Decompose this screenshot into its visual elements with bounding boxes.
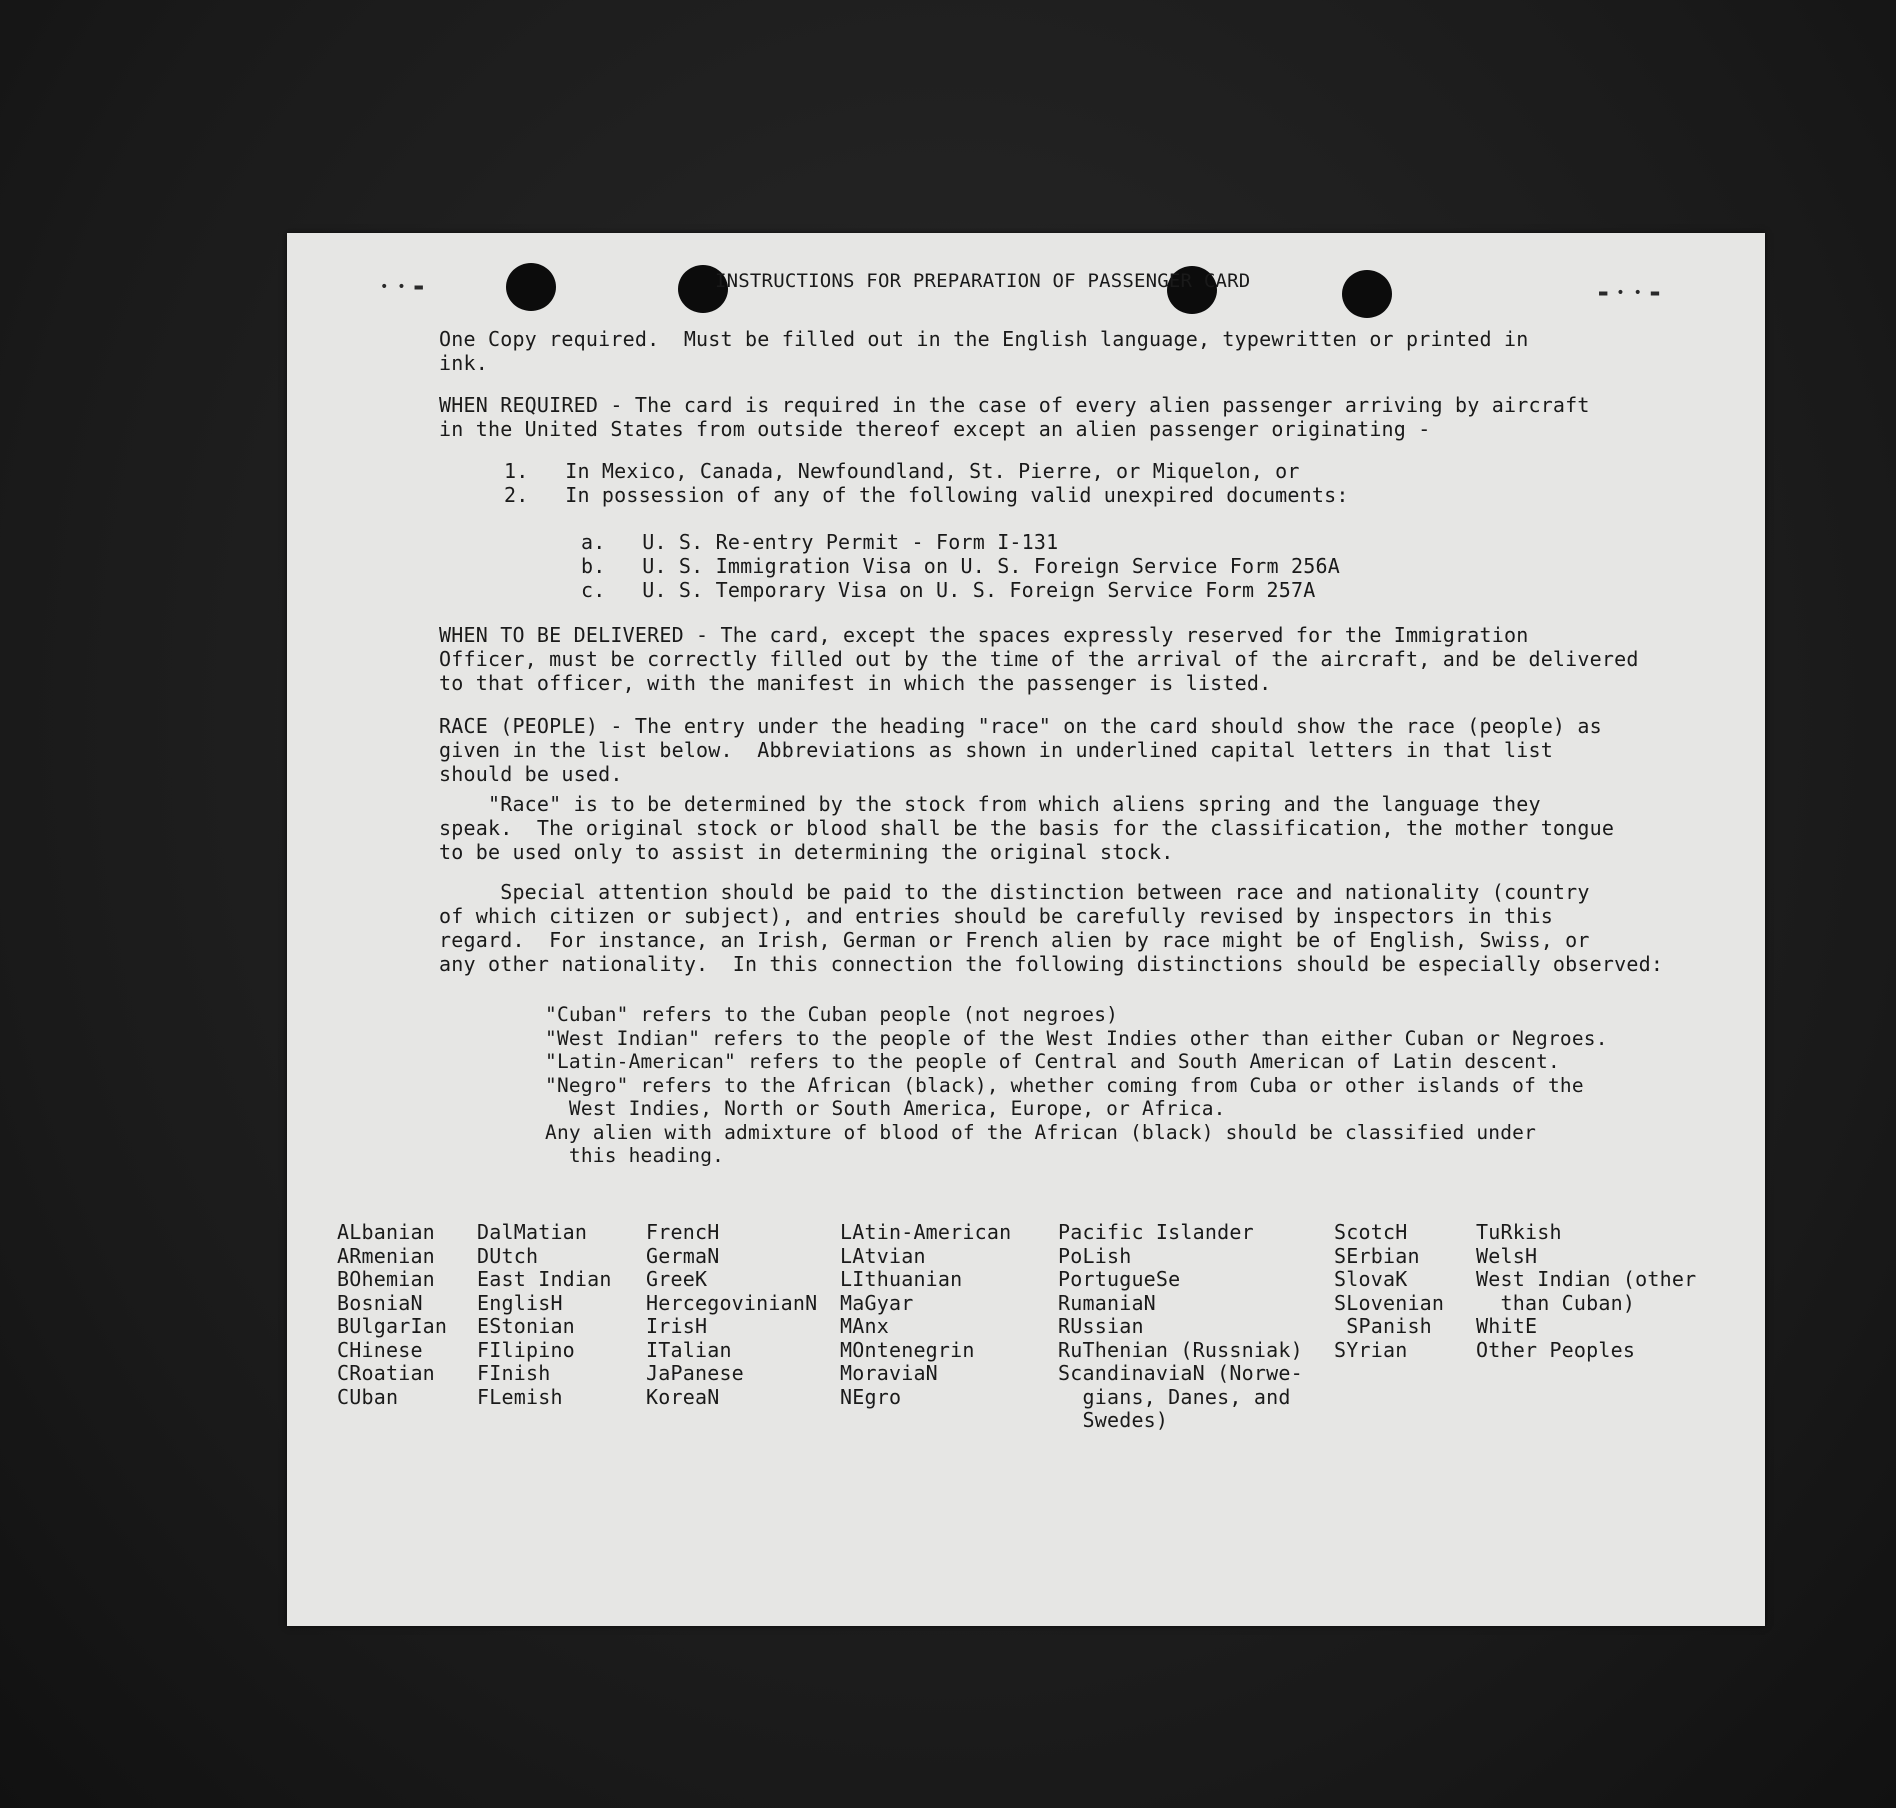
race-list-item: SlovaK bbox=[1334, 1267, 1408, 1291]
race-list-item: JaPanese bbox=[646, 1361, 744, 1385]
race-list-item: MoraviaN bbox=[840, 1361, 938, 1385]
when-required-item-1: 1. In Mexico, Canada, Newfoundland, St. Pierre, or Miquelon, or bbox=[504, 459, 1300, 483]
race-list-column-2 bbox=[477, 1221, 612, 1409]
race-list-column-3 bbox=[646, 1221, 817, 1409]
race-list-item: ALbanian bbox=[337, 1220, 435, 1244]
race-list-column-4 bbox=[840, 1221, 1011, 1409]
race-list-item: than Cuban) bbox=[1476, 1290, 1636, 1315]
race-list-item: GreeK bbox=[646, 1267, 708, 1291]
when-required-paragraph: WHEN REQUIRED - The card is required in the case of every alien passenger arriving by aircraft in the United States from outside thereof except an alien passenger originating - bbox=[439, 393, 1590, 441]
document-item-b: b. U. S. Immigration Visa on U. S. Foreign Service Form 256A bbox=[581, 554, 1340, 578]
race-list-item: PortugueSe bbox=[1058, 1267, 1181, 1291]
race-list-item: EnglisH bbox=[477, 1290, 563, 1315]
race-list-item: East Indian bbox=[477, 1267, 612, 1291]
when-delivered-paragraph: WHEN TO BE DELIVERED - The card, except the spaces expressly reserved for the Immigration Officer, must be correctly filled out by the time of the arrival of the aircraft, and be delivered to that officer, with the manifest in which the passenger is listed. bbox=[439, 623, 1639, 695]
race-list-item: BUlgarIan bbox=[337, 1314, 448, 1338]
race-list-item: WhitE bbox=[1476, 1314, 1538, 1338]
race-paragraph-1: RACE (PEOPLE) - The entry under the heading "race" on the card should show the race (people) as given in the list below. Abbreviations as shown in underlined capital letters in that list should be used. bbox=[439, 714, 1602, 786]
race-list-item: RumaniaN bbox=[1058, 1290, 1156, 1315]
race-list-item: LAtvian bbox=[840, 1243, 926, 1268]
race-list-column-1 bbox=[337, 1221, 447, 1409]
race-list-item: FrencH bbox=[646, 1220, 720, 1244]
race-list-item: SErbian bbox=[1334, 1243, 1420, 1268]
race-list-item: IrisH bbox=[646, 1314, 708, 1338]
race-list-item: ScandinaviaN (Norwe- bbox=[1058, 1361, 1303, 1385]
race-list-item: NEgro bbox=[840, 1384, 902, 1409]
race-list-item: ARmenian bbox=[337, 1243, 435, 1268]
race-list-item: EStonian bbox=[477, 1314, 575, 1338]
race-list-item: West Indian (other bbox=[1476, 1267, 1697, 1291]
page-title: INSTRUCTIONS FOR PREPARATION OF PASSENGER CARD bbox=[715, 270, 1251, 292]
race-list-item: MAnx bbox=[840, 1314, 889, 1338]
document-item-a: a. U. S. Re-entry Permit - Form I-131 bbox=[581, 530, 1059, 554]
race-list-item: SLovenian bbox=[1334, 1290, 1445, 1315]
race-paragraph-2: "Race" is to be determined by the stock from which aliens spring and the language they speak. The original stock or blood shall be the basis for the classification, the mother tongue to be used only to assist in determining the original stock. bbox=[439, 792, 1615, 864]
scan-specks-left: • • ▬ bbox=[380, 279, 424, 295]
scan-specks-right: ▬ • • ▬ bbox=[1599, 285, 1660, 301]
race-list-item: ScotcH bbox=[1334, 1220, 1408, 1244]
race-list-item: FInish bbox=[477, 1361, 551, 1385]
race-list-item: BosniaN bbox=[337, 1290, 423, 1315]
race-list-item: DUtch bbox=[477, 1243, 539, 1268]
document-page bbox=[287, 233, 1765, 1626]
race-list-item: Other Peoples bbox=[1476, 1337, 1636, 1362]
race-list-item: LIthuanian bbox=[840, 1267, 963, 1291]
race-list-item: RuThenian (Russniak) bbox=[1058, 1337, 1303, 1362]
race-list-item: CUban bbox=[337, 1384, 399, 1409]
punch-hole-1 bbox=[506, 263, 556, 311]
punch-hole-4 bbox=[1342, 270, 1392, 318]
race-list-item: SYrian bbox=[1334, 1337, 1408, 1362]
race-list-item: FIlipino bbox=[477, 1337, 575, 1362]
race-list-item: gians, Danes, and bbox=[1058, 1384, 1291, 1409]
race-list-item: KoreaN bbox=[646, 1384, 720, 1409]
document-item-c: c. U. S. Temporary Visa on U. S. Foreign Service Form 257A bbox=[581, 578, 1316, 602]
race-list-item: DalMatian bbox=[477, 1220, 588, 1244]
race-list-item: BOhemian bbox=[337, 1267, 435, 1291]
race-list-item: MOntenegrin bbox=[840, 1337, 975, 1362]
race-list-item: WelsH bbox=[1476, 1243, 1538, 1268]
race-list-column-7 bbox=[1476, 1221, 1696, 1362]
race-list-item: Swedes) bbox=[1058, 1408, 1169, 1432]
race-paragraph-3: Special attention should be paid to the distinction between race and nationality (country of which citizen or subject), and entries should be carefully revised by inspectors in this regard. For instance, an Irish, German or French alien by race might be of English, Swiss, or any other nationality. In this connection the following distinctions should be especially observed: bbox=[439, 880, 1664, 976]
intro-paragraph: One Copy required. Must be filled out in the English language, typewritten or printed in ink. bbox=[439, 327, 1529, 375]
race-distinctions: "Cuban" refers to the Cuban people (not negroes) "West Indian" refers to the people of the West Indies other than either Cuban or Negroes. "Latin-American" refers to the people of Central and South American of Latin descent. "Negro" refers to the African (black), whether coming from Cuba or other islands of the West Indies, North or South America, Europe, or Africa. Any alien with admixture of blood of the African (black) should be classified under this heading. bbox=[545, 1003, 1608, 1167]
race-list-item: HercegovinianN bbox=[646, 1290, 818, 1315]
race-list-item: LAtin-American bbox=[840, 1220, 1012, 1244]
race-list-item: TuRkish bbox=[1476, 1220, 1562, 1244]
race-list-column-5 bbox=[1058, 1221, 1303, 1433]
race-list-column-6 bbox=[1334, 1221, 1444, 1362]
race-list-item: SPanish bbox=[1334, 1314, 1432, 1338]
race-list-item: CHinese bbox=[337, 1337, 423, 1362]
race-list-item: RUssian bbox=[1058, 1314, 1144, 1338]
race-list-item: CRoatian bbox=[337, 1361, 435, 1385]
when-required-item-2: 2. In possession of any of the following valid unexpired documents: bbox=[504, 483, 1349, 507]
race-list-item: ITalian bbox=[646, 1337, 732, 1362]
race-list-item: PoLish bbox=[1058, 1243, 1132, 1268]
race-list-item: MaGyar bbox=[840, 1290, 914, 1315]
race-list-item: Pacific Islander bbox=[1058, 1220, 1254, 1244]
race-list-item: GermaN bbox=[646, 1243, 720, 1268]
race-list-item: FLemish bbox=[477, 1384, 563, 1409]
